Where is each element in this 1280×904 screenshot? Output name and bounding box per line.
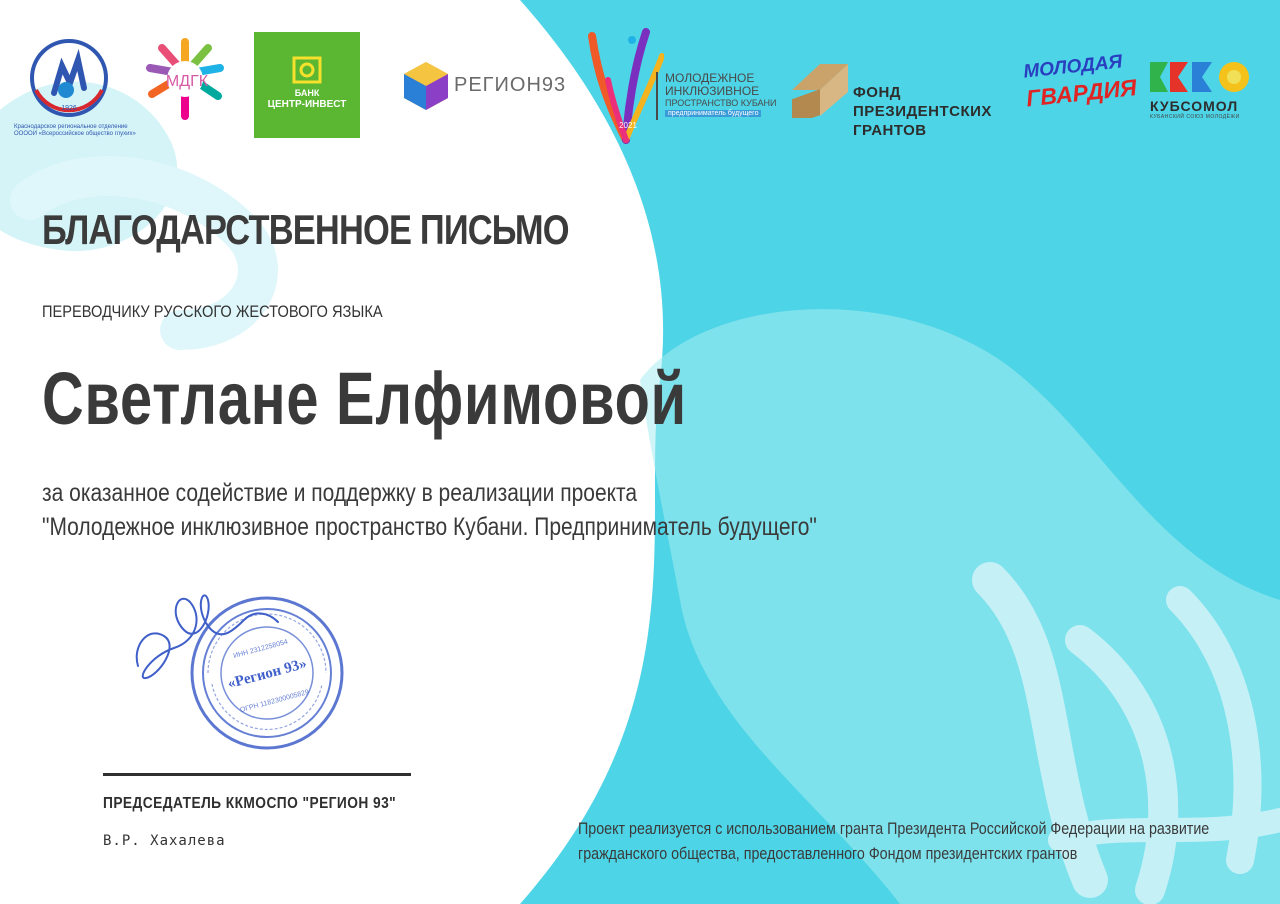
fpg-line1: ФОНД (853, 84, 901, 101)
reason-text (42, 476, 817, 544)
grant-note-line1: Проект реализуется с использованием гранта Президента Российской Федерации на развитие (578, 819, 1210, 838)
kubsomol-tagline: КУБАНСКИЙ СОЮЗ МОЛОДЁЖИ (1150, 114, 1240, 120)
bank-line2: ЦЕНТР-ИНВЕСТ (267, 99, 347, 110)
mip-line2: ИНКЛЮЗИВНОЕ (665, 84, 760, 98)
mg-line1: МОЛОДАЯ (1022, 51, 1124, 83)
vog-caption-line1: Краснодарское региональное отделение (14, 124, 128, 130)
mip-year: 2021 (619, 121, 637, 130)
signatory-title: ПРЕДСЕДАТЕЛЬ ККМОСПО "РЕГИОН 93" (103, 795, 397, 812)
mip-tagline: предприниматель будущего (665, 110, 761, 117)
letter-title: БЛАГОДАРСТВЕННОЕ ПИСЬМО (42, 206, 569, 253)
vog-caption-line2: ООООИ «Всероссийское общество глухих» (14, 131, 136, 137)
grant-note-line2: гражданского общества, предоставленного Фондом президентских грантов (578, 844, 1078, 863)
grant-note (578, 816, 1209, 866)
logo-region93 (400, 58, 570, 114)
fpg-line2: ПРЕЗИДЕНТСКИХ (853, 103, 992, 120)
logo-mdgk (140, 34, 230, 124)
logo-mip (588, 28, 777, 146)
recipient-role: ПЕРЕВОДЧИКУ РУССКОГО ЖЕСТОВОГО ЯЗЫКА (42, 302, 383, 321)
vog-year: 1926 (61, 105, 77, 112)
stamp-inn: ИНН 2312258054 (232, 638, 289, 660)
reason-line2: "Молодежное инклюзивное пространство Кубани. Предприниматель будущего" (42, 513, 817, 541)
bank-line1: БАНК (294, 88, 320, 98)
region93-text: РЕГИОН93 (454, 74, 567, 96)
logo-fpg (790, 62, 1016, 142)
logo-bank-center-invest (254, 32, 360, 138)
reason-line1: за оказанное содействие и поддержку в реализации проекта (42, 479, 638, 507)
handwritten-signature (128, 586, 308, 686)
mg-line2: ГВАРДИЯ (1024, 74, 1138, 112)
signatory-name: В.Р. Хахалева (103, 833, 226, 849)
mip-line1: МОЛОДЕЖНОЕ (665, 71, 755, 85)
mdgk-text: МДГК (165, 73, 209, 90)
stamp-center-text: «Регион 93» (226, 655, 309, 693)
fpg-line3: ГРАНТОВ (853, 122, 927, 139)
logo-kubsomol (1148, 60, 1258, 122)
kubsomol-name: КУБСОМОЛ (1150, 98, 1239, 114)
stamp-ogrn: ОГРН 1182300005829 (239, 688, 310, 715)
logo-vog (14, 38, 136, 138)
signature-line (103, 773, 411, 776)
logo-molodaya-gvardiya (1020, 46, 1141, 130)
recipient-name: Светлане Елфимовой (42, 357, 687, 440)
mip-line3: ПРОСТРАНСТВО КУБАНИ (665, 98, 777, 108)
